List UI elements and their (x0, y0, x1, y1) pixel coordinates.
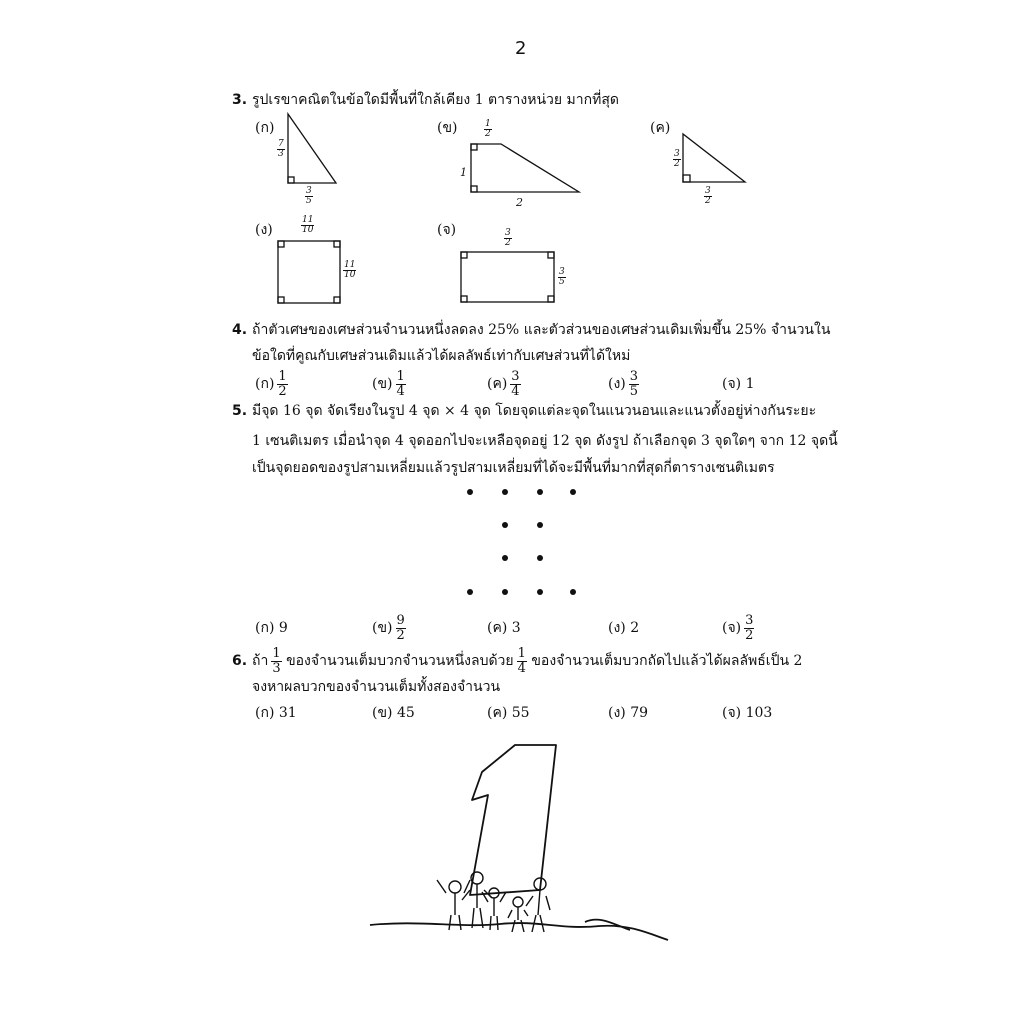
side-label: 7 3 (278, 139, 284, 160)
q5-option-c: (ค) 3 (487, 620, 521, 636)
q4-line: ข้อใดที่คูณกับเศษส่วนเดิมแล้วได้ผลลัพธ์เท่ากับเศษส่วนที่ได้ใหม่ (252, 348, 631, 364)
q4-number: 4. (232, 322, 248, 338)
q6-option-c: (ค) 55 (487, 705, 530, 721)
q5-line: 1 เซนติเมตร เมื่อนำจุด 4 จุดออกไปจะเหลือจุดอยู่ 12 จุด ดังรูป ถ้าเลือกจุด 3 จุดใดๆ จาก 12 จุดนี้ (252, 433, 838, 449)
q4-line: ถ้าตัวเศษของเศษส่วนจำนวนหนึ่งลดลง 25% และตัวส่วนของเศษส่วนเดิมเพิ่มขึ้น 25% จำนวนใน (252, 322, 831, 338)
side-label: 3 5 (559, 267, 565, 288)
q5-option-d: (ง) 2 (608, 620, 640, 636)
side-label: 2 (516, 196, 523, 209)
q4-option-b: (ข) $\frac{1}{4}$ (372, 369, 405, 399)
option-label: (ก) (255, 120, 275, 136)
q6-line: ถ้า $\frac{1}{3}$ ของจำนวนเต็มบวกจำนวนหนึ่งลบด้วย $\frac{1}{4}$ ของจำนวนเต็มบวกถัดไปแล้วได้ผลลัพธ์เป็น 2 (252, 646, 803, 676)
option-label: (ง) (255, 222, 273, 238)
q4-option-e: (จ) 1 (722, 376, 755, 392)
side-label: 1 (460, 166, 467, 179)
page-number: 2 (515, 38, 527, 59)
q5-line: มีจุด 16 จุด จัดเรียงในรูป 4 จุด × 4 จุด โดยจุดแต่ละจุดในแนวนอนและแนวตั้งอยู่ห่างกันระยะ (252, 403, 817, 419)
side-label: 11 10 (344, 260, 356, 281)
q6-option-b: (ข) 45 (372, 705, 415, 721)
q6-option-a: (ก) 31 (255, 705, 297, 721)
q5-option-b: (ข) $\frac{9}{2}$ (372, 613, 405, 643)
side-label: 3 2 (705, 186, 711, 207)
option-label: (ค) (650, 120, 671, 136)
q6-option-e: (จ) 103 (722, 705, 773, 721)
q6-line: จงหาผลบวกของจำนวนเต็มทั้งสองจำนวน (252, 679, 501, 695)
q4-option-d: (ง) $\frac{3}{5}$ (608, 369, 639, 399)
option-label: (ข) (437, 120, 458, 136)
q4-option-c: (ค) $\frac{3}{4}$ (487, 369, 520, 399)
q6-number: 6. (232, 653, 248, 669)
side-label: 3 5 (306, 186, 312, 207)
q6-option-d: (ง) 79 (608, 705, 649, 721)
q5-option-a: (ก) 9 (255, 620, 288, 636)
side-label: 11 10 (302, 215, 314, 236)
q4-option-a: (ก) $\frac{1}{2}$ (255, 369, 287, 399)
q5-number: 5. (232, 403, 248, 419)
q5-option-e: (จ) $\frac{3}{2}$ (722, 613, 754, 643)
side-label: 1 2 (485, 119, 491, 140)
side-label: 3 2 (674, 149, 680, 170)
q3-number: 3. (232, 92, 248, 108)
side-label: 3 2 (505, 228, 511, 249)
q3-text: รูปเรขาคณิตในข้อใดมีพื้นที่ใกล้เคียง 1 ตารางหน่วย มากที่สุด (252, 92, 619, 108)
q5-line: เป็นจุดยอดของรูปสามเหลี่ยมแล้วรูปสามเหลี่ยมที่ได้จะมีพื้นที่มากที่สุดกี่ตารางเซนติเมตร (252, 460, 775, 476)
option-label: (จ) (437, 222, 457, 238)
